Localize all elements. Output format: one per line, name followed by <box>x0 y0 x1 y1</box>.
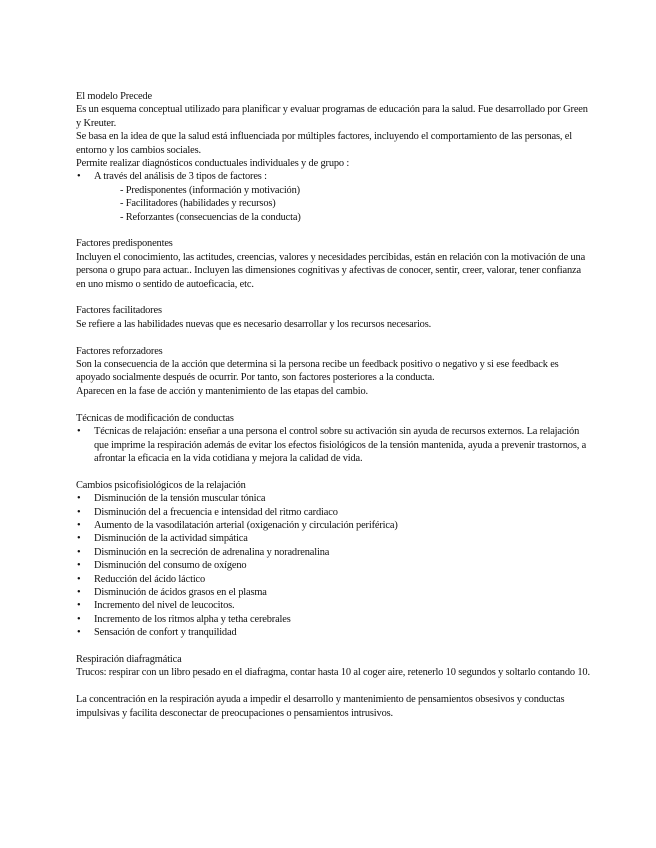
factor-types-sublist <box>76 184 590 224</box>
section-predisponentes <box>76 237 590 291</box>
cambios-list <box>76 492 590 639</box>
paragraph-facilitadores: Se refiere a las habilidades nuevas que es necesario desarrollar y los recursos necesarios. <box>76 318 432 330</box>
tecnicas-list <box>76 425 590 465</box>
paragraph-precede-definition: Es un esquema conceptual utilizado para planificar y evaluar programas de educación para la salud. Fue desarrollado por Green y Kreuter. <box>76 104 588 129</box>
section-respiracion <box>76 653 590 680</box>
list-item: • Incremento del nivel de leucocitos. <box>76 599 590 612</box>
list-item: • Técnicas de relajación: enseñar a una persona el control sobre su activación sin ayuda de recursos externos. La relajación que imprime la respiración además de evitar los efectos fisiológicos de la tensión mantenida, ayuda a prevenir trastornos, a afrontar la eficacia en la vida cotidiana y mejora la calidad de vida. <box>76 425 590 465</box>
heading-cambios: Cambios psicofisiológicos de la relajación <box>76 479 246 491</box>
list-item: • Disminución del consumo de oxígeno <box>76 559 590 572</box>
precede-bullet-list <box>76 170 590 183</box>
paragraph-closing: La concentración en la respiración ayuda a impedir el desarrollo y mantenimiento de pensamientos obsesivos y conductas impulsivas y facilita desconectar de preocupaciones o pensamientos intrusivos. <box>76 694 565 719</box>
list-item: • Disminución de la actividad simpática <box>76 532 590 545</box>
heading-predisponentes: Factores predisponentes <box>76 238 173 250</box>
heading-precede: El modelo Precede <box>76 91 152 102</box>
paragraph-precede-basis: Se basa en la idea de que la salud está influenciada por múltiples factores, incluyendo el comportamiento de las personas, el entorno y los cambios sociales. <box>76 131 572 156</box>
list-item: • Aumento de la vasodilatación arterial (oxigenación y circulación periférica) <box>76 519 590 532</box>
list-item: • Sensación de confort y tranquilidad <box>76 626 590 639</box>
paragraph-respiracion-trucos: Trucos: respirar con un libro pesado en el diafragma, contar hasta 10 al coger aire, retenerlo 10 segundos y soltarlo contando 10. <box>76 667 590 679</box>
section-facilitadores <box>76 304 590 331</box>
section-cambios <box>76 479 590 640</box>
heading-respiracion: Respiración diafragmática <box>76 653 182 665</box>
list-item: • Incremento de los ritmos alpha y tetha cerebrales <box>76 613 590 626</box>
paragraph-predisponentes: Incluyen el conocimiento, las actitudes, creencias, valores y necesidades percibidas, están en relación con la motivación de una persona o grupo para actuar.. Incluyen las dimensiones cognitivas y afectivas de conocer, sentir, creer, valorar, tener confianza en uno mismo o sentido de autoeficacia, etc. <box>76 251 586 290</box>
list-item: • Disminución de la tensión muscular tónica <box>76 492 590 505</box>
list-item: • Disminución del a frecuencia e intensidad del ritmo cardiaco <box>76 506 590 519</box>
list-item: • A través del análisis de 3 tipos de factores : <box>76 170 590 183</box>
section-reforzadores <box>76 345 590 399</box>
list-item: • Disminución en la secreción de adrenalina y noradrenalina <box>76 546 590 559</box>
paragraph-reforzadores-2: Aparecen en la fase de acción y mantenimiento de las etapas del cambio. <box>76 385 368 397</box>
heading-facilitadores: Factores facilitadores <box>76 305 162 317</box>
section-tecnicas <box>76 412 590 466</box>
sublist-item-predisponentes: - Predisponentes (información y motivación) <box>120 184 300 196</box>
sublist-item-facilitadores: - Facilitadores (habilidades y recursos) <box>120 198 276 210</box>
section-precede <box>76 90 590 224</box>
sublist-item-reforzantes: - Reforzantes (consecuencias de la conducta) <box>120 211 301 223</box>
paragraph-reforzadores-1: Son la consecuencia de la acción que determina si la persona recibe un feedback positivo o negativo y si ese feedback es apoyado socialmente después de ocurrir. Por tanto, son factores posteriores a la conducta. <box>76 359 559 384</box>
paragraph-precede-diagnosis: Permite realizar diagnósticos conductuales individuales y de grupo : <box>76 158 350 170</box>
list-item: • Disminución de ácidos grasos en el plasma <box>76 586 590 599</box>
heading-reforzadores: Factores reforzadores <box>76 345 163 357</box>
heading-tecnicas: Técnicas de modificación de conductas <box>76 412 234 424</box>
document-page <box>76 90 590 720</box>
list-item: • Reducción del ácido láctico <box>76 573 590 586</box>
